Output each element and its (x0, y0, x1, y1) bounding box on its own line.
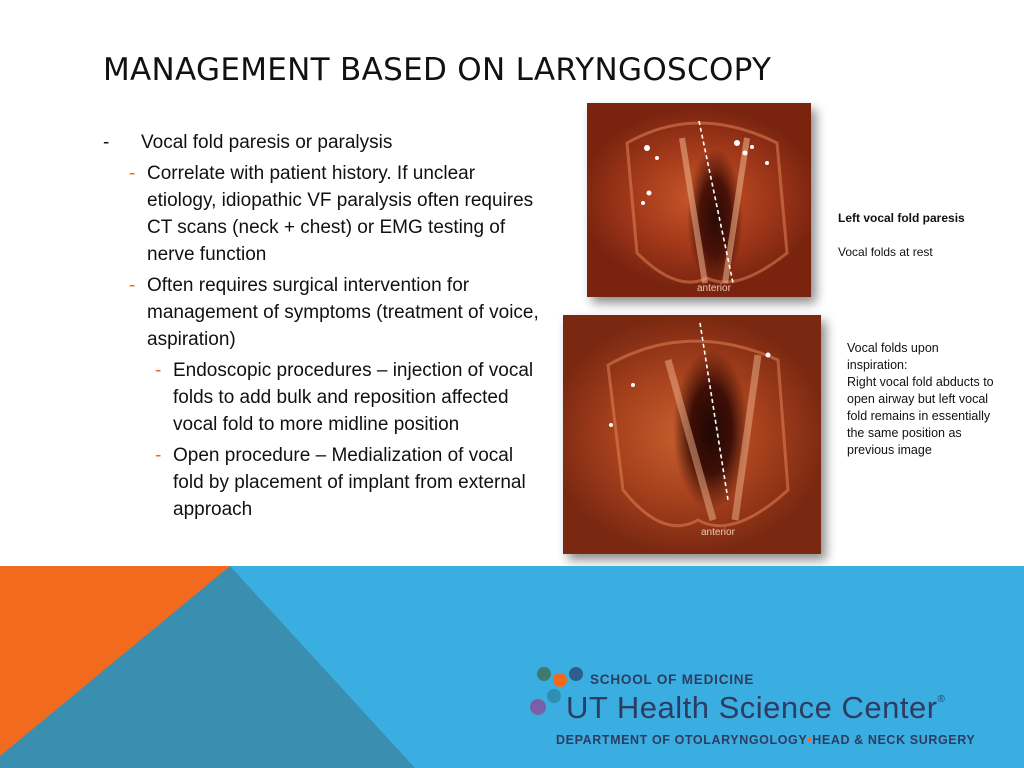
caption-line: Right vocal fold abducts to open airway but left vocal fold remains in essentially the same position as previous image (847, 375, 994, 457)
bullet-dash: - (129, 163, 136, 184)
department-text (556, 733, 975, 747)
uthsc-wordmark (566, 690, 945, 726)
bullet-list (103, 129, 543, 527)
bullet-dash: - (155, 360, 162, 381)
bullet-dash: - (103, 132, 110, 153)
bullet-level-3 (103, 357, 543, 438)
dept-subname: HEAD & NECK SURGERY (812, 733, 976, 747)
bullet-dash: - (129, 275, 136, 296)
caption-text: Vocal folds at rest (838, 245, 933, 259)
slide-title: MANAGEMENT BASED ON LARYNGOSCOPY (103, 52, 772, 88)
bullet-level-3 (103, 442, 543, 523)
laryngoscopy-image-rest (587, 103, 811, 297)
bullet-text: Often requires surgical intervention for management of symptoms (treatment of voice, aspiration) (147, 275, 539, 350)
caption-inspiration (847, 340, 997, 459)
larynx-illustration (587, 103, 811, 297)
bullet-level-2 (103, 160, 543, 268)
uthsc-name: UT Health Science Center (566, 690, 938, 725)
bullet-level-1 (103, 129, 543, 156)
larynx-illustration (563, 315, 821, 554)
caption-title: Left vocal fold paresis (838, 211, 965, 225)
bullet-text: Open procedure – Medialization of vocal fold by placement of implant from external approach (173, 445, 526, 520)
anterior-label: anterior (697, 283, 731, 294)
caption-line: Vocal folds upon inspiration: (847, 341, 939, 372)
bullet-text: Vocal fold paresis or paralysis (141, 132, 393, 153)
laryngoscopy-image-inspiration (563, 315, 821, 554)
school-of-medicine-text: SCHOOL OF MEDICINE (590, 672, 755, 687)
registered-mark: ® (937, 694, 946, 705)
bullet-text: Correlate with patient history. If unclear etiology, idiopathic VF paralysis often requires CT scans (neck + chest) or EMG testing of nerve function (147, 163, 534, 265)
anterior-label: anterior (701, 527, 735, 538)
caption-rest (838, 211, 1018, 260)
bullet-text: Endoscopic procedures – injection of vocal folds to add bulk and reposition affected vocal fold to more midline position (173, 360, 534, 435)
bullet-dash: - (155, 445, 162, 466)
uthsc-logo (528, 660, 1008, 760)
bullet-level-2 (103, 272, 543, 353)
dept-name: DEPARTMENT OF OTOLARYNGOLOGY (556, 733, 808, 747)
separator-dot-icon: • (807, 733, 813, 747)
